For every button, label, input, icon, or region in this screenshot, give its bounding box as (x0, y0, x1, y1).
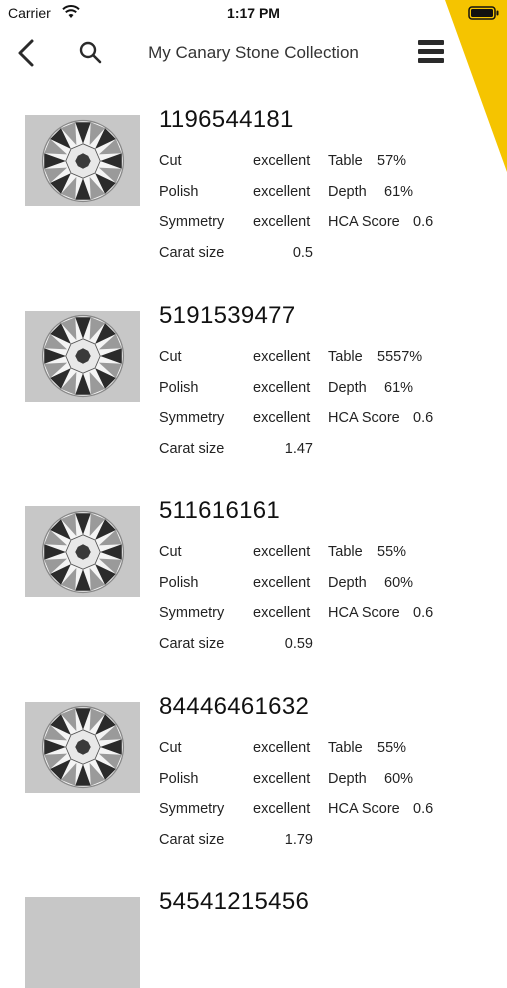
depth-value: 61% (384, 379, 414, 396)
polish-value: excellent (253, 575, 311, 591)
hca-value: 0.6 (413, 409, 434, 426)
table-label: Table (328, 153, 363, 169)
corner-accent-decoration (445, 0, 507, 172)
polish-value: excellent (253, 379, 311, 396)
carat-label: Carat size (159, 831, 225, 848)
battery-icon (468, 6, 500, 20)
list-item[interactable] (0, 675, 507, 871)
list-item-partial[interactable] (0, 870, 507, 915)
polish-label: Polish (159, 575, 199, 591)
carat-value: 0.5 (292, 245, 313, 261)
polish-value: excellent (253, 184, 311, 200)
hca-label: HCA Score (328, 605, 400, 621)
cut-value: excellent (253, 348, 311, 365)
table-value: 57% (377, 153, 407, 169)
polish-label: Polish (159, 379, 199, 396)
depth-label: Depth (328, 575, 367, 591)
stone-thumbnail (25, 311, 140, 402)
symmetry-label: Symmetry (159, 214, 225, 230)
stone-id: 5191539477 (159, 301, 296, 329)
list-item[interactable] (0, 284, 507, 480)
diamond-icon (40, 509, 126, 595)
hca-label: HCA Score (328, 214, 400, 230)
cut-value: excellent (253, 544, 311, 560)
table-label: Table (328, 739, 363, 756)
depth-value: 60% (384, 770, 414, 787)
cut-label: Cut (159, 153, 182, 169)
diamond-icon (40, 118, 126, 204)
stone-thumbnail (25, 702, 140, 793)
depth-label: Depth (328, 184, 367, 200)
polish-label: Polish (159, 184, 199, 200)
table-value: 55% (377, 739, 407, 756)
symmetry-value: excellent (253, 409, 311, 426)
hca-label: HCA Score (328, 409, 400, 426)
table-label: Table (328, 348, 363, 365)
carat-value: 1.47 (284, 440, 313, 457)
depth-value: 61% (384, 184, 414, 200)
table-label: Table (328, 544, 363, 560)
stone-thumbnail (25, 897, 140, 988)
list-item[interactable] (0, 479, 507, 675)
status-time: 1:17 PM (227, 5, 280, 21)
symmetry-label: Symmetry (159, 605, 225, 621)
stone-list (0, 88, 507, 870)
polish-value: excellent (253, 770, 311, 787)
stone-id: 511616161 (159, 497, 281, 524)
table-value: 5557% (377, 348, 423, 365)
cut-label: Cut (159, 544, 182, 560)
carrier-label: Carrier (8, 5, 51, 21)
polish-label: Polish (159, 770, 199, 787)
stone-thumbnail (25, 506, 140, 597)
navigation-bar (0, 28, 507, 78)
diamond-icon (40, 313, 126, 399)
carat-label: Carat size (159, 440, 225, 457)
carat-value: 0.59 (284, 636, 313, 652)
cut-label: Cut (159, 348, 182, 365)
cut-value: excellent (253, 739, 311, 756)
depth-label: Depth (328, 770, 367, 787)
symmetry-value: excellent (253, 214, 311, 230)
cut-label: Cut (159, 739, 182, 756)
diamond-icon (40, 704, 126, 790)
table-value: 55% (377, 544, 407, 560)
carat-value: 1.79 (284, 831, 313, 848)
carat-label: Carat size (159, 245, 225, 261)
stone-thumbnail (25, 115, 140, 206)
symmetry-label: Symmetry (159, 800, 225, 817)
list-item[interactable] (0, 88, 507, 284)
depth-label: Depth (328, 379, 367, 396)
stone-id: 1196544181 (159, 106, 294, 133)
symmetry-value: excellent (253, 605, 311, 621)
hca-value: 0.6 (413, 605, 434, 621)
symmetry-label: Symmetry (159, 409, 225, 426)
depth-value: 60% (384, 575, 414, 591)
status-bar (0, 0, 507, 28)
hca-label: HCA Score (328, 800, 400, 817)
stone-id: 84446461632 (159, 692, 310, 720)
page-title: My Canary Stone Collection (148, 43, 359, 62)
carat-label: Carat size (159, 636, 225, 652)
stone-id: 54541215456 (159, 888, 310, 915)
cut-value: excellent (253, 153, 311, 169)
symmetry-value: excellent (253, 800, 311, 817)
hamburger-menu-icon[interactable] (418, 40, 444, 64)
hca-value: 0.6 (413, 214, 434, 230)
hca-value: 0.6 (413, 800, 434, 817)
